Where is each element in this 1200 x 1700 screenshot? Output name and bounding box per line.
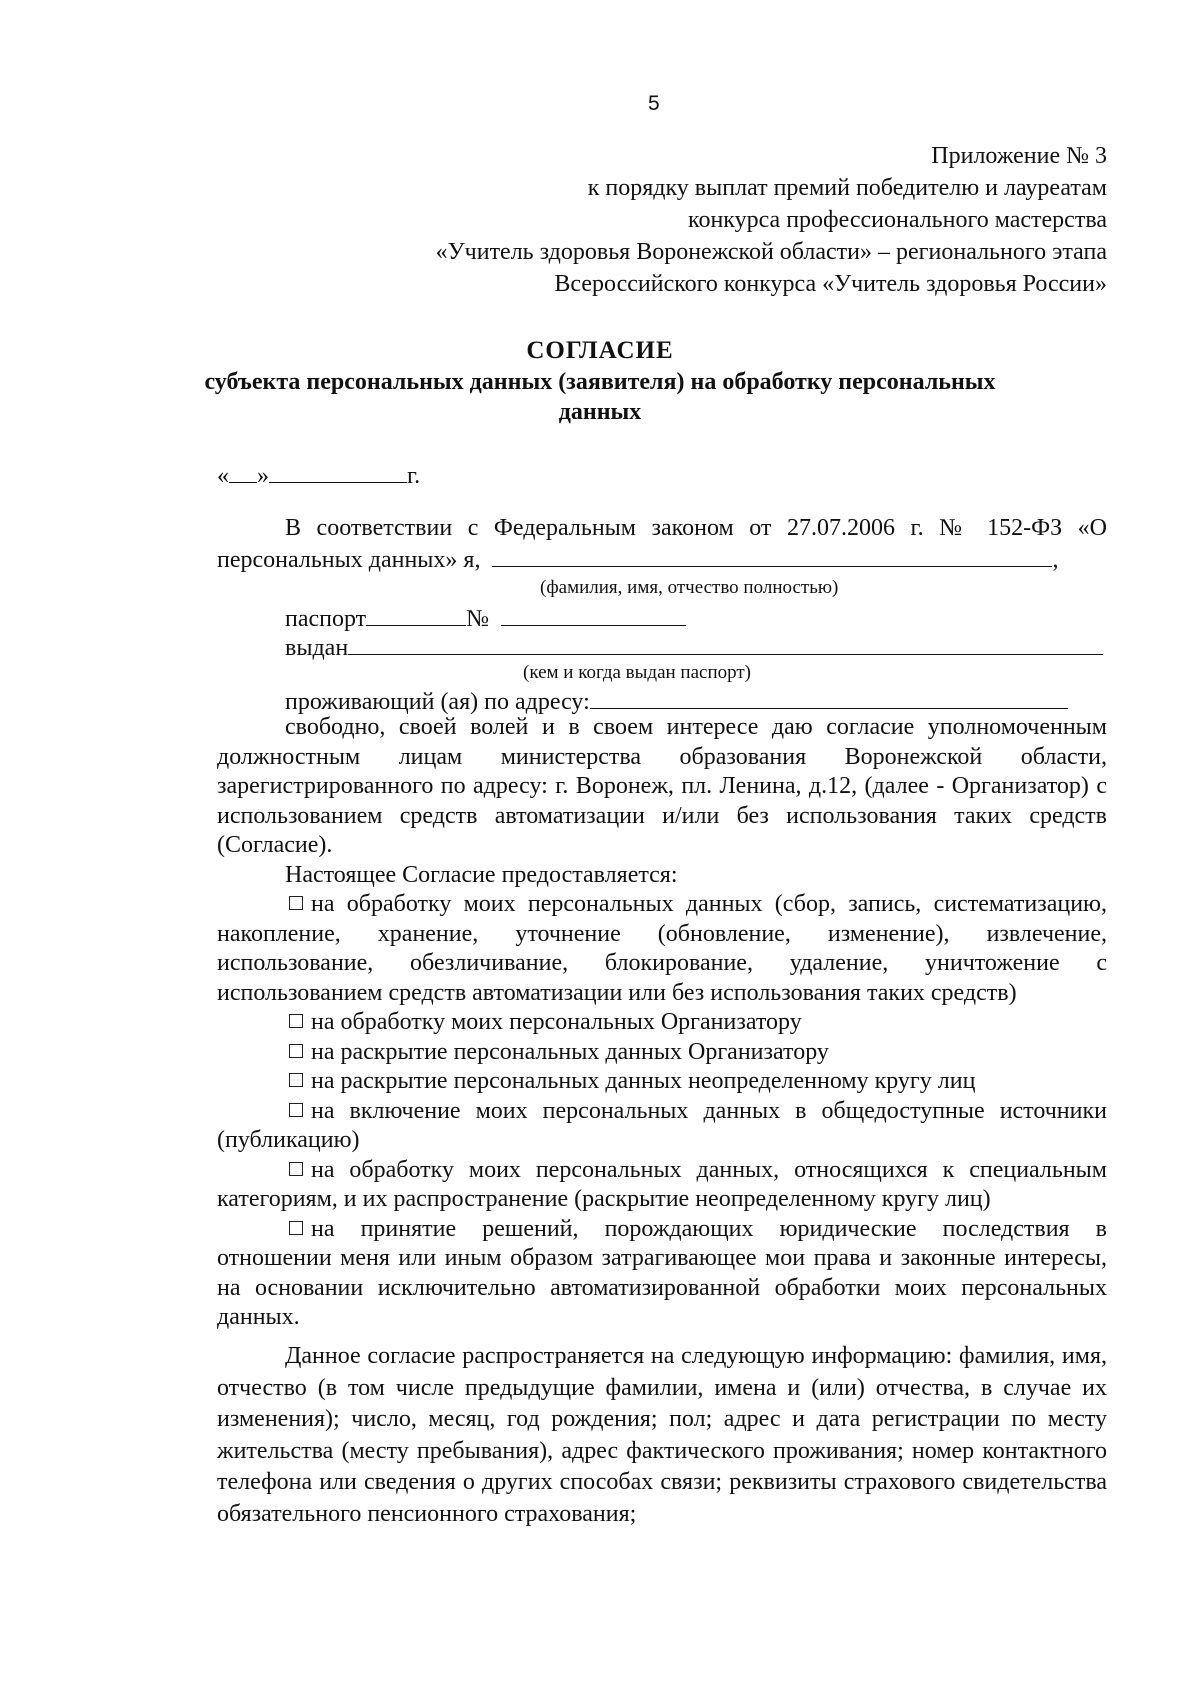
fio-caption: (фамилия, имя, отчество полностью) [540, 577, 839, 598]
consent-item [217, 1008, 1107, 1038]
appendix-line: конкурса профессионального мастерства [688, 207, 1107, 233]
consent-item [217, 1038, 1107, 1068]
appendix-line: к порядку выплат премий победителю и лауреатам [587, 175, 1107, 201]
info-paragraph: Данное согласие распространяется на следующую информацию: фамилия, имя, отчество (в том числе предыдущие фамилии, имена и (или) отчества, в случае их изменения); число, месяц, год рождения; пол; адрес и дата регистрации по месту жительства (месту пребывания), адрес фактического проживания; номер контактного телефона или сведения о других способах связи; реквизиты страхового свидетельства обязательного пенсионного страхования; [217, 1343, 1107, 1527]
consent-paragraph: свободно, своей волей и в своем интересе даю согласие уполномоченным должностным лицам министерства образования Воронежской области, зарегистрированного по адресу: г. Воронеж, пл. Ленина, д.12, (далее - Организатор) с использованием средств автоматизации и/или без использования таких средств (Согласие). [217, 714, 1107, 858]
checkbox-icon[interactable] [289, 1162, 303, 1176]
number-sign: № [466, 606, 490, 632]
checkbox-icon[interactable] [289, 1044, 303, 1058]
issued-by-blank[interactable] [348, 632, 1103, 655]
checkbox-icon[interactable] [289, 1103, 303, 1117]
document-title: СОГЛАСИЕ [526, 337, 674, 364]
document-subtitle-continued: данных [558, 399, 642, 425]
year-suffix: г. [407, 463, 421, 489]
issued-caption: (кем и когда выдан паспорт) [523, 662, 752, 683]
address-label: проживающий (ая) по адресу: [285, 689, 590, 715]
consent-item-text: на обработку моих персональных Организатору [311, 1009, 802, 1035]
appendix-line: «Учитель здоровья Воронежской области» – регионального этапа [435, 239, 1107, 265]
consent-item [217, 1097, 1107, 1156]
document-subtitle: субъекта персональных данных (заявителя) на обработку персональных [204, 369, 996, 395]
intro-line-2 [217, 544, 1107, 576]
date-field [217, 460, 420, 490]
checkbox-icon[interactable] [289, 1073, 303, 1087]
consent-item-text: на раскрытие персональных данных неопределенному кругу лиц [311, 1068, 976, 1094]
passport-field [285, 603, 686, 633]
consent-item-text: на раскрытие персональных данных Организатору [311, 1038, 829, 1065]
consent-body [217, 713, 1107, 1333]
date-open-quote: « [217, 463, 229, 489]
consent-item-text: на принятие решений, порождающих юридические последствия в отношении меня или иным образом затрагивающее мои права и законные интересы, на основании исключительно автоматизированной обработки моих персональных данных. [217, 1215, 1107, 1330]
date-close-quote: » [257, 463, 269, 489]
checkbox-icon[interactable] [289, 1014, 303, 1028]
consent-item-text: на обработку моих персональных данных (сбор, запись, систематизацию, накопление, хранение, уточнение (обновление, изменение), извлечение, использование, обезличивание, блокирование, удаление, уничтожение с использованием средств автоматизации или без использования таких средств) [217, 891, 1107, 1006]
consent-item-text: на обработку моих персональных данных, относящихся к специальным категориям, и их распространение (раскрытие неопределенному кругу лиц) [217, 1156, 1107, 1212]
intro-line-2-suffix: , [1052, 547, 1059, 573]
consent-intro: Настоящее Согласие предоставляется: [285, 861, 678, 888]
address-blank[interactable] [590, 686, 1068, 709]
info-section [217, 1341, 1107, 1530]
consent-item-text: на включение моих персональных данных в общедоступные источники (публикацию) [217, 1097, 1107, 1153]
consent-item [217, 1215, 1107, 1333]
passport-series-blank[interactable] [366, 603, 466, 626]
intro-line-2-prefix: персональных данных» я, [217, 547, 481, 573]
address-field [285, 686, 1068, 716]
checkbox-icon[interactable] [289, 896, 303, 910]
checkbox-icon[interactable] [289, 1221, 303, 1235]
day-blank[interactable] [229, 460, 257, 483]
intro-text [217, 513, 1107, 576]
consent-item [217, 890, 1107, 1008]
appendix-number: Приложение № 3 [931, 143, 1107, 169]
intro-line-1: В соответствии с Федеральным законом от 27.07.2006 г. № 152-ФЗ «О [285, 515, 1107, 541]
issued-by-label: выдан [285, 635, 349, 661]
consent-item [217, 1156, 1107, 1215]
fio-blank[interactable] [492, 544, 1052, 567]
appendix-header [207, 140, 1107, 300]
page-number: 5 [648, 92, 660, 115]
appendix-line: Всероссийского конкурса «Учитель здоровья России» [554, 271, 1107, 297]
issued-by-field [285, 632, 1103, 662]
passport-label: паспорт [285, 606, 367, 632]
passport-number-blank[interactable] [501, 603, 686, 626]
consent-item [217, 1067, 1107, 1097]
month-blank[interactable] [269, 460, 407, 483]
